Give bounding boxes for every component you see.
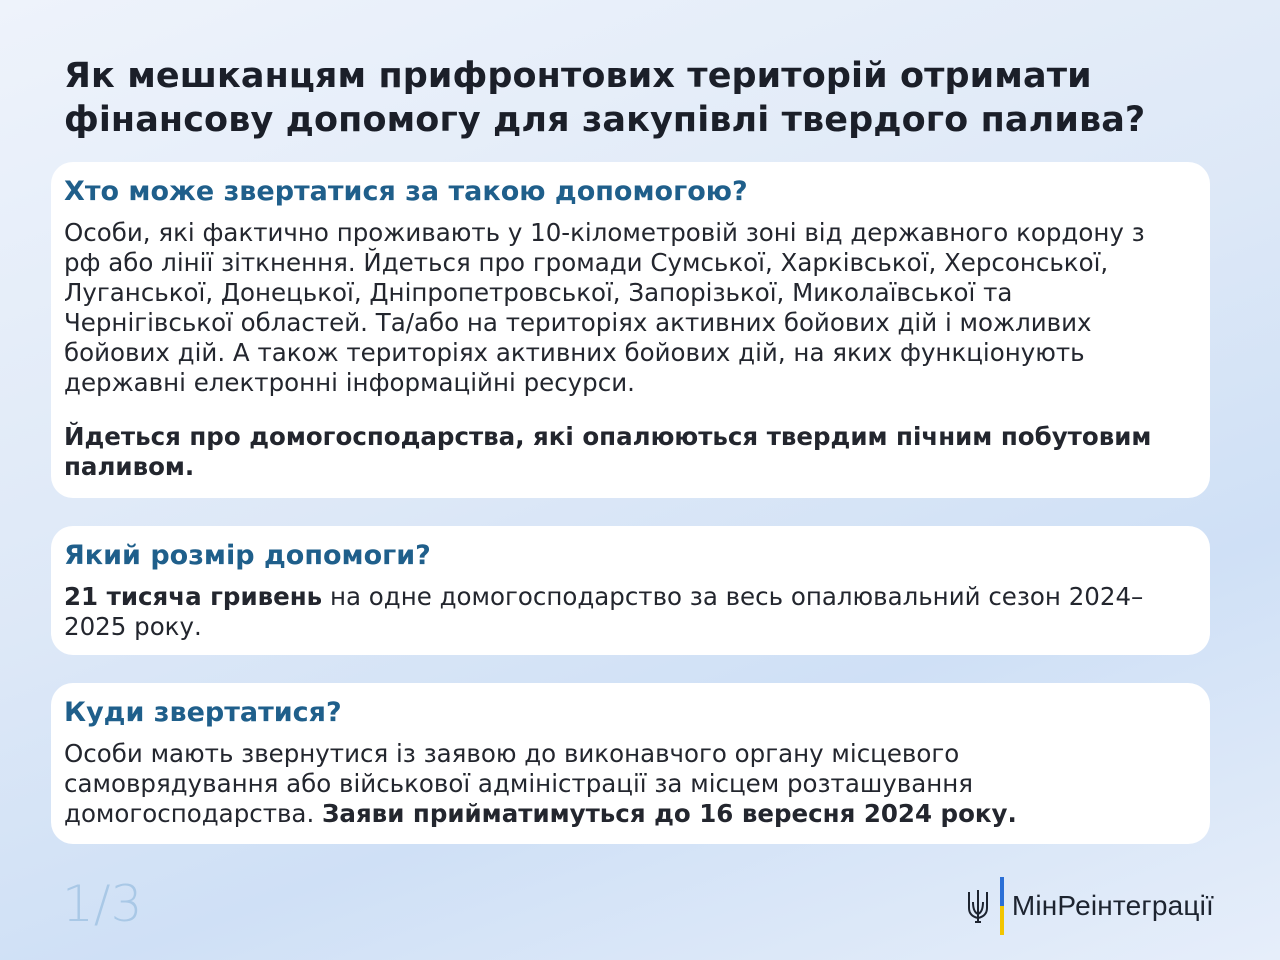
aid-amount-value: 21 тисяча гривень	[64, 582, 323, 611]
card-heading: Хто може звертатися за такою допомогою?	[64, 176, 748, 207]
ministry-logo	[966, 876, 1214, 936]
page-title: Як мешканцям прифронтових територій отримати фінансову допомогу для закупівлі твердого палива?	[64, 56, 1146, 140]
where-to-apply-description: Особи мають звернутися із заявою до виконавчого органу місцевого самоврядування або військової адміністрації за місцем розташування домогосподарства.	[64, 739, 973, 828]
card-text	[64, 582, 1170, 642]
card-text	[64, 739, 1170, 829]
card-heading: Який розмір допомоги?	[64, 540, 431, 571]
trident-icon	[966, 888, 990, 924]
card-text: Особи, які фактично проживають у 10-кілометровій зоні від державного кордону з рф або лінії зіткнення. Йдеться про громади Сумської, Харківської, Херсонської, Луганської, Донецької, Дніпропетровської, Запорізької, Миколаївської та Чернігівської областей. Та/або на територіях активних бойових дій і можливих бойових дій. А також територіях активних бойових дій, на яких функціонують державні електронні інформаційні ресурси.	[64, 218, 1145, 397]
page-indicator: 1/3	[62, 875, 143, 933]
deadline-text: Заяви прийматимуться до 16 вересня 2024 року.	[322, 799, 1017, 828]
card-where-to-apply	[51, 683, 1210, 844]
logo-divider-bar	[1000, 877, 1004, 935]
aid-amount-description: на одне домогосподарство за весь опалювальний сезон 2024–2025 року.	[64, 582, 1144, 641]
logo-text: МінРеінтеграції	[1011, 890, 1214, 921]
card-aid-amount	[51, 526, 1210, 655]
card-heading: Куди звертатися?	[64, 697, 342, 728]
card-who-can-apply	[51, 162, 1210, 498]
card-emphasis-text: Йдеться про домогосподарства, які опалюються твердим пічним побутовим паливом.	[64, 422, 1152, 481]
